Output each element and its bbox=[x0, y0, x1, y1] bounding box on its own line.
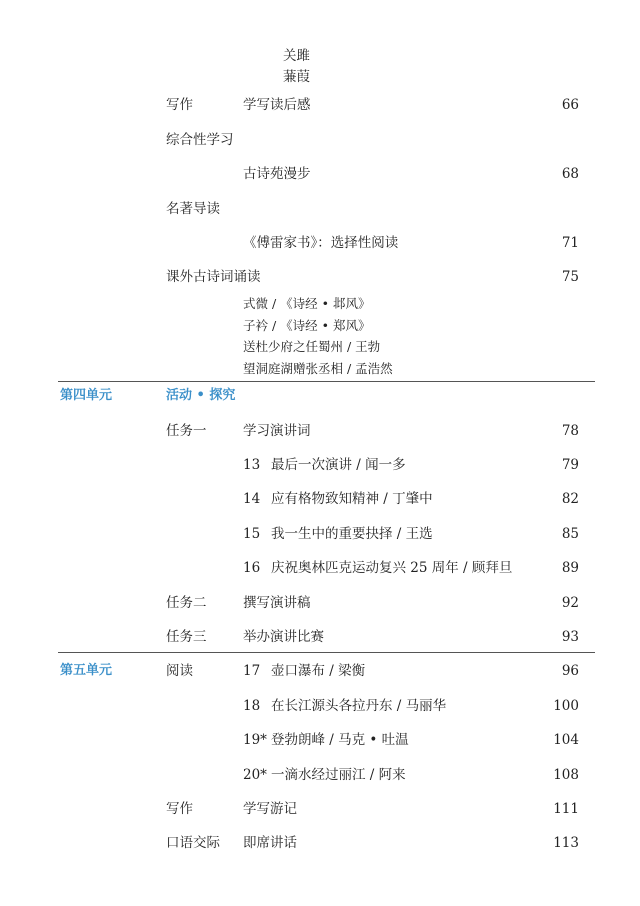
task-label: 任务二 bbox=[166, 595, 207, 611]
recitation-poem[interactable]: 望洞庭湖赠张丞相 / 孟浩然 bbox=[243, 361, 393, 376]
page-number: 108 bbox=[553, 767, 579, 783]
toc-entry-title[interactable]: 学习演讲词 bbox=[243, 423, 311, 439]
page-number: 79 bbox=[561, 457, 579, 473]
unit-theme: 活动 • 探究 bbox=[166, 388, 236, 403]
toc-entry-title[interactable]: 学写读后感 bbox=[243, 97, 311, 113]
page-number: 75 bbox=[561, 269, 579, 285]
section-label: 名著导读 bbox=[166, 201, 220, 217]
lesson-number: 16 bbox=[243, 560, 261, 576]
lesson-number: 15 bbox=[243, 526, 261, 542]
unit-label: 第四单元 bbox=[60, 388, 113, 403]
lesson-title[interactable]: 庆祝奥林匹克运动复兴 25 周年 / 顾拜旦 bbox=[271, 560, 513, 576]
page-number: 85 bbox=[561, 526, 579, 542]
page-number: 100 bbox=[553, 698, 579, 714]
poem-title: 蒹葭 bbox=[283, 69, 310, 85]
toc-entry-title[interactable]: 即席讲话 bbox=[243, 835, 297, 851]
page-number: 66 bbox=[561, 97, 579, 113]
section-label: 口语交际 bbox=[166, 835, 220, 851]
page-number: 92 bbox=[561, 595, 579, 611]
task-label: 任务一 bbox=[166, 423, 207, 439]
lesson-number: 14 bbox=[243, 491, 261, 507]
lesson-title[interactable]: 登勃朗峰 / 马克 • 吐温 bbox=[271, 732, 409, 748]
unit-divider bbox=[58, 381, 595, 382]
page-number: 93 bbox=[561, 629, 579, 645]
page-number: 78 bbox=[561, 423, 579, 439]
page-number: 96 bbox=[561, 663, 579, 679]
lesson-title[interactable]: 壶口瀑布 / 梁衡 bbox=[271, 663, 366, 679]
recitation-poem[interactable]: 式微 / 《诗经 • 邶风》 bbox=[243, 296, 371, 311]
toc-entry-title[interactable]: 《傅雷家书》：选择性阅读 bbox=[243, 235, 399, 251]
section-label: 阅读 bbox=[166, 663, 193, 679]
toc-entry-title[interactable]: 古诗苑漫步 bbox=[243, 166, 311, 182]
toc-entry-title[interactable]: 举办演讲比赛 bbox=[243, 629, 324, 645]
section-label: 综合性学习 bbox=[166, 132, 234, 148]
lesson-number: 18 bbox=[243, 698, 261, 714]
unit-divider bbox=[58, 652, 595, 653]
unit-label: 第五单元 bbox=[60, 663, 113, 678]
lesson-title[interactable]: 在长江源头各拉丹东 / 马丽华 bbox=[271, 698, 447, 714]
page-number: 82 bbox=[561, 491, 579, 507]
recitation-poem[interactable]: 送杜少府之任蜀州 / 王勃 bbox=[243, 339, 381, 354]
lesson-number: 19* bbox=[243, 732, 267, 748]
lesson-number: 17 bbox=[243, 663, 261, 679]
toc-entry-title[interactable]: 撰写演讲稿 bbox=[243, 595, 311, 611]
recitation-poem[interactable]: 子衿 / 《诗经 • 郑风》 bbox=[243, 318, 371, 333]
page-number: 71 bbox=[561, 235, 579, 251]
page-number: 104 bbox=[553, 732, 579, 748]
page-number: 68 bbox=[561, 166, 579, 182]
page-number: 89 bbox=[561, 560, 579, 576]
lesson-title[interactable]: 最后一次演讲 / 闻一多 bbox=[271, 457, 406, 473]
toc-entry-title[interactable]: 学写游记 bbox=[243, 801, 297, 817]
section-label: 写作 bbox=[166, 97, 193, 113]
page-number: 113 bbox=[553, 835, 579, 851]
poem-title: 关雎 bbox=[283, 48, 310, 64]
task-label: 任务三 bbox=[166, 629, 207, 645]
section-label: 课外古诗词诵读 bbox=[166, 269, 261, 285]
page-number: 111 bbox=[553, 801, 579, 817]
lesson-number: 13 bbox=[243, 457, 261, 473]
lesson-number: 20* bbox=[243, 767, 267, 783]
section-label: 写作 bbox=[166, 801, 193, 817]
lesson-title[interactable]: 一滴水经过丽江 / 阿来 bbox=[271, 767, 406, 783]
lesson-title[interactable]: 我一生中的重要抉择 / 王选 bbox=[271, 526, 433, 542]
lesson-title[interactable]: 应有格物致知精神 / 丁肇中 bbox=[271, 491, 433, 507]
